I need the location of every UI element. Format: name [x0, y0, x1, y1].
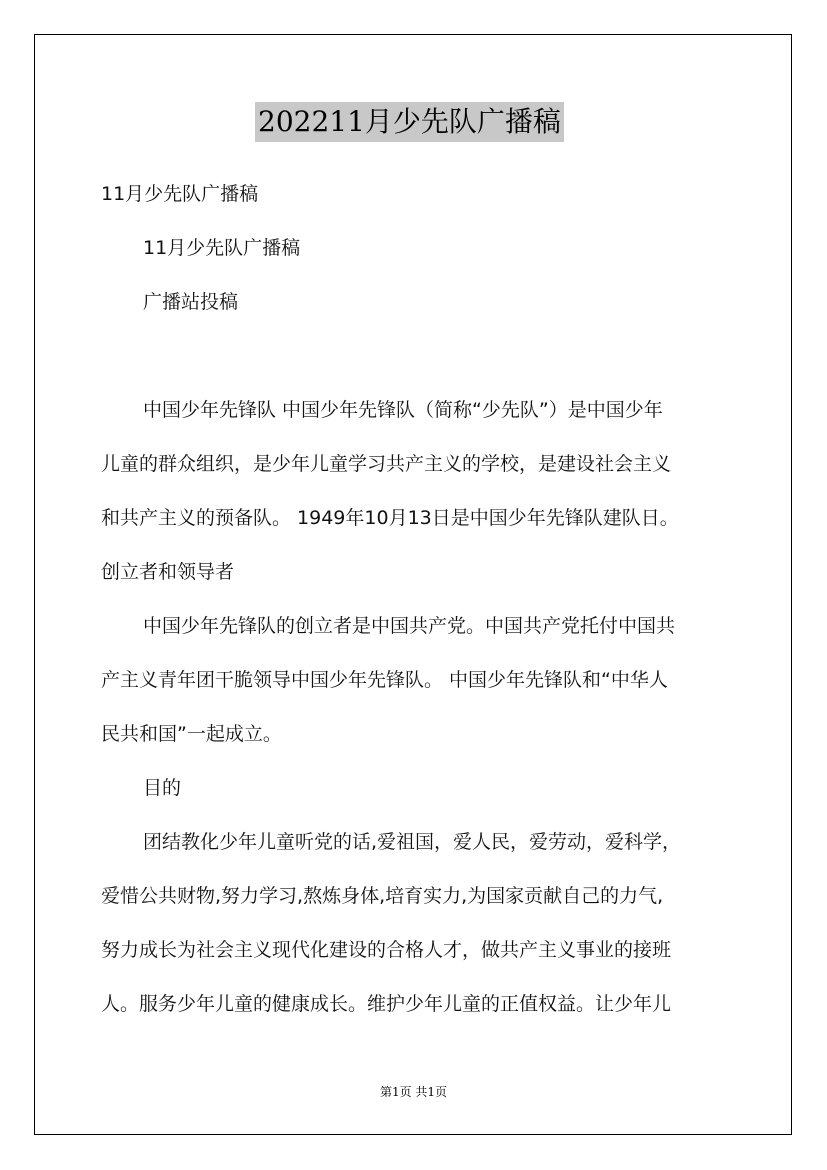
paragraph-line: 和共产主义的预备队。 1949年10月13日是中国少年先锋队建队日。	[101, 507, 679, 529]
paragraph-line: 中国少年先锋队 中国少年先锋队（简称“少先队”）是中国少年	[143, 399, 663, 421]
subtitle-line: 11月少先队广播稿	[101, 183, 259, 205]
paragraph-line: 爱惜公共财物,努力学习,熬炼身体,培育实力,为国家贡献自己的力气,	[101, 885, 664, 907]
paragraph-line: 中国少年先锋队的创立者是中国共产党。中国共产党托付中国共	[143, 615, 676, 637]
document-title: 202211月少先队广播稿	[255, 102, 564, 142]
paragraph-line: 民共和国”一起成立。	[101, 723, 282, 745]
section-heading: 目的	[143, 777, 182, 799]
paragraph-line: 努力成长为社会主义现代化建设的合格人才，做共产主义事业的接班	[101, 939, 672, 961]
author-line: 广播站投稿	[143, 291, 239, 313]
paragraph-line: 儿童的群众组织，是少年儿童学习共产主义的学校，是建设社会主义	[101, 453, 672, 475]
section-heading: 创立者和领导者	[101, 561, 235, 583]
paragraph-line: 人。服务少年儿童的健康成长。维护少年儿童的正值权益。让少年儿	[101, 993, 672, 1015]
paragraph-line: 团结教化少年儿童听党的话,爱祖国，爱人民，爱劳动，爱科学，	[143, 831, 682, 853]
heading-line: 11月少先队广播稿	[143, 237, 301, 259]
paragraph-line: 产主义青年团干脆领导中国少年先锋队。 中国少年先锋队和“中华人	[101, 669, 668, 691]
page-footer: 第1页 共1页	[379, 1085, 448, 1099]
